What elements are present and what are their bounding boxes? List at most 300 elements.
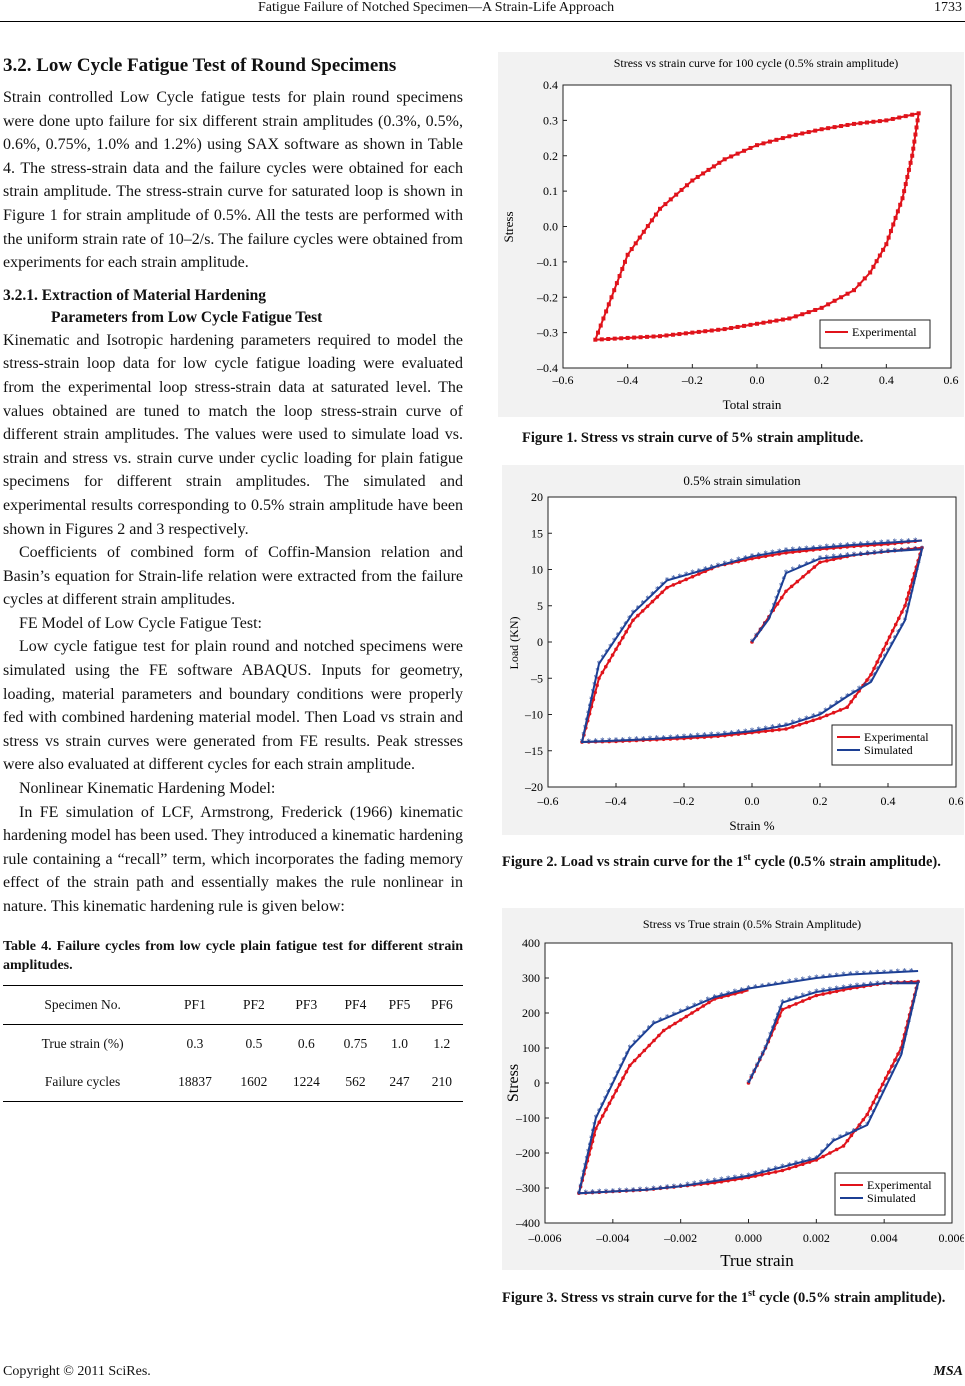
data-point xyxy=(909,161,913,165)
data-point: * xyxy=(861,980,867,991)
data-point xyxy=(878,254,882,258)
data-point: * xyxy=(753,1169,758,1179)
data-point: * xyxy=(604,647,609,658)
table-header-cell: PF6 xyxy=(421,985,463,1024)
data-point: * xyxy=(854,969,860,980)
data-point: * xyxy=(892,633,898,644)
data-point xyxy=(639,335,643,339)
data-point: * xyxy=(783,720,789,731)
legend-label: Experimental xyxy=(867,1178,932,1192)
data-point: * xyxy=(793,993,799,1004)
data-point: * xyxy=(838,541,843,552)
table-cell: 210 xyxy=(421,1063,463,1102)
data-point: * xyxy=(729,728,734,739)
data-point xyxy=(781,318,785,322)
data-point: * xyxy=(637,1033,642,1044)
data-point: * xyxy=(651,1018,656,1029)
data-point: * xyxy=(719,990,724,1001)
data-point xyxy=(669,197,673,201)
data-point: * xyxy=(899,536,904,547)
data-point: * xyxy=(754,631,759,642)
data-point xyxy=(787,134,791,138)
data-point: * xyxy=(875,664,881,675)
data-point xyxy=(618,274,622,278)
data-point xyxy=(672,583,676,587)
data-point xyxy=(820,127,824,131)
data-point: * xyxy=(739,1171,744,1182)
data-point: * xyxy=(581,1167,586,1178)
data-point: * xyxy=(722,729,728,740)
data-point xyxy=(801,575,805,579)
data-point: * xyxy=(584,1154,589,1165)
data-point: * xyxy=(918,551,923,562)
data-point xyxy=(916,118,920,122)
data-point xyxy=(604,1108,608,1112)
data-point xyxy=(610,295,614,299)
data-point: * xyxy=(698,998,704,1009)
x-tick-label: 0.006 xyxy=(938,1231,964,1245)
data-point: * xyxy=(681,731,687,742)
data-point: * xyxy=(715,560,721,571)
x-tick-label: 0.002 xyxy=(802,1231,830,1245)
data-point xyxy=(894,216,898,220)
data-point: * xyxy=(783,568,789,579)
data-point: * xyxy=(691,1001,697,1011)
table-cell: 0.5 xyxy=(245,1035,263,1051)
data-point: * xyxy=(605,1087,611,1098)
data-point: * xyxy=(585,1147,591,1158)
data-point: * xyxy=(645,594,650,605)
data-point xyxy=(884,118,888,122)
data-point: * xyxy=(732,987,738,997)
data-point: * xyxy=(905,1023,910,1034)
data-point xyxy=(813,308,817,312)
data-point: * xyxy=(674,732,680,743)
data-point: * xyxy=(797,562,802,573)
data-point: * xyxy=(627,1043,633,1053)
data-point: * xyxy=(807,974,812,985)
data-point: * xyxy=(650,589,655,600)
data-point: * xyxy=(885,537,891,548)
data-point xyxy=(911,147,915,151)
y-tick-label: 0.1 xyxy=(543,184,558,199)
data-point xyxy=(749,323,753,327)
y-tick-label: 200 xyxy=(522,1006,540,1020)
data-point xyxy=(662,1029,666,1033)
data-point xyxy=(820,306,824,310)
data-point xyxy=(787,316,791,320)
data-point: * xyxy=(844,1129,850,1140)
data-point: * xyxy=(790,565,796,576)
data-point: * xyxy=(844,540,850,551)
y-tick-label: –100 xyxy=(516,1111,540,1125)
data-point: * xyxy=(871,1107,876,1118)
data-point xyxy=(833,299,837,303)
y-tick-label: 100 xyxy=(522,1041,540,1055)
data-point xyxy=(625,1070,629,1074)
data-point: * xyxy=(772,1017,778,1027)
data-point xyxy=(839,124,843,128)
y-axis-label: Load (KN) xyxy=(507,616,521,670)
data-point: * xyxy=(688,731,694,742)
data-point: * xyxy=(858,549,864,560)
data-point: * xyxy=(664,1182,670,1193)
data-point xyxy=(655,595,659,599)
data-point: * xyxy=(582,1160,588,1171)
data-point: * xyxy=(624,1049,629,1060)
data-point: * xyxy=(617,1186,622,1197)
table-header-cell: Specimen No. xyxy=(3,985,162,1024)
data-point xyxy=(891,222,895,226)
data-point xyxy=(878,119,882,123)
data-point xyxy=(690,179,694,183)
data-point xyxy=(891,117,895,121)
data-point: * xyxy=(615,630,621,641)
running-title: Fatigue Failure of Notched Specimen—A Strain-Life Approach xyxy=(258,0,615,15)
table-cell: 1224 xyxy=(280,1063,332,1102)
data-point: * xyxy=(885,546,891,557)
y-tick-label: –0.4 xyxy=(537,361,558,375)
subsection-heading-line2: Parameters from Low Cycle Fatigue Test xyxy=(51,308,323,326)
data-point: * xyxy=(883,1081,888,1092)
data-point: * xyxy=(901,1036,907,1047)
data-point xyxy=(611,653,615,657)
data-point: * xyxy=(746,983,751,994)
data-point xyxy=(896,209,900,213)
data-point: * xyxy=(899,545,904,556)
paragraph-3: Coefficients of combined form of Coffin-Mansion relation and Basin’s equation for Strain-life relation were extracted from the failure cycles at different strain amplitudes. xyxy=(3,544,463,609)
data-point: * xyxy=(776,546,782,557)
y-tick-label: –300 xyxy=(516,1181,540,1195)
data-point: * xyxy=(831,541,836,552)
data-point: * xyxy=(780,997,785,1008)
x-tick-label: –0.6 xyxy=(552,373,574,387)
data-point: * xyxy=(609,1081,614,1092)
data-point: * xyxy=(909,966,914,977)
data-point xyxy=(680,188,684,192)
data-point: * xyxy=(578,1181,583,1192)
data-point: * xyxy=(864,1120,870,1130)
data-point xyxy=(787,1005,791,1009)
data-point: * xyxy=(600,653,606,664)
data-point xyxy=(593,338,597,342)
data-point: * xyxy=(732,1172,738,1183)
y-tick-label: –15 xyxy=(525,743,543,758)
paragraph-1: Strain controlled Low Cycle fatigue tests for plain round specimens were done upto failure for six different strain amplitudes (0.3%, 0.5%, 0.6%, 0.75%, 1.0% and 1.2%) using SAX software as shown in Table 4. The stress-strain data and the failure cycles were obtained for each strain amplitude. The stress-strain curve for saturated loop is shown in Figure 1 for strain amplitude of 0.5%. All the tests are performed with the uniform strain rate of 10–2/s. The failure cycles were obtained from experiments for each strain amplitude. xyxy=(3,89,463,272)
x-tick-label: 0.4 xyxy=(878,373,894,387)
data-point: * xyxy=(658,1015,663,1026)
data-point: * xyxy=(912,991,918,1002)
data-point: * xyxy=(587,1140,592,1151)
data-point xyxy=(755,322,759,326)
data-point xyxy=(849,700,853,704)
data-point xyxy=(846,123,850,127)
figure-2-chart xyxy=(502,465,964,835)
data-point xyxy=(865,120,869,124)
data-point xyxy=(606,337,610,341)
data-point: * xyxy=(820,985,826,996)
table-cell: 1.0 xyxy=(391,1035,408,1051)
data-point xyxy=(761,141,765,145)
data-point: * xyxy=(596,1106,602,1117)
data-point: * xyxy=(664,1012,670,1023)
data-point: * xyxy=(776,587,781,598)
data-point xyxy=(608,1102,612,1106)
data-point xyxy=(768,140,772,144)
paragraph-6: Nonlinear Kinematic Hardening Model: xyxy=(19,780,276,798)
data-point xyxy=(601,316,605,320)
data-point xyxy=(845,705,849,709)
data-point: * xyxy=(640,598,645,609)
x-tick-label: –0.006 xyxy=(528,1231,562,1245)
data-point: * xyxy=(807,989,812,1000)
data-point: * xyxy=(841,970,846,981)
data-point: * xyxy=(768,1030,773,1040)
chart-title: 0.5% strain simulation xyxy=(683,473,801,488)
data-point: * xyxy=(831,552,836,563)
data-point: * xyxy=(916,558,921,569)
data-point xyxy=(690,1011,694,1015)
data-point: * xyxy=(722,558,728,569)
data-point: * xyxy=(766,613,772,624)
data-point xyxy=(685,183,689,187)
data-point xyxy=(910,113,914,117)
data-point: * xyxy=(909,586,915,597)
data-point xyxy=(897,616,901,620)
data-point xyxy=(618,1083,622,1087)
data-point xyxy=(723,327,727,331)
data-point: * xyxy=(872,670,877,681)
data-point: * xyxy=(658,1183,663,1194)
data-point: * xyxy=(858,539,864,550)
data-point: * xyxy=(646,1023,652,1034)
paragraph-5: Low cycle fatigue test for plain round and notched specimens were simulated using the FE software ABAQUS. Inputs for geometry, loading, material parameters and boundary conditions were properly fed with combined hardening material model. Then Load vs strain and stress vs strain curves were generated from FE results. Peak stresses were also evaluated at different cycles for each strain amplitude. xyxy=(3,638,463,774)
data-point xyxy=(888,635,892,639)
x-tick-label: –0.4 xyxy=(617,373,639,387)
data-point: * xyxy=(763,549,768,560)
paragraph-2: Kinematic and Isotropic hardening parameters required to model the stress-strain loop data for low cycle fatigue loading were evaluated from the experimental loop stress-strain data at saturated level. The values obtained are tuned to match the loop stress-strain curve of different strain amplitudes. The values were used to simulate load vs. strain and stress vs. strain curve under cyclic loading for plain fatigue specimens for different strain amplitudes. The simulated and experimental results corresponding to 0.5% strain amplitude have been shown in Figures 2 and 3 respectively. xyxy=(3,331,463,538)
data-point xyxy=(652,335,656,339)
data-point xyxy=(677,332,681,336)
data-point xyxy=(632,336,636,340)
data-point: * xyxy=(786,1160,792,1171)
data-point xyxy=(634,241,638,245)
data-point: * xyxy=(630,1185,636,1196)
data-point xyxy=(645,335,649,339)
data-point: * xyxy=(878,658,884,669)
data-point xyxy=(781,136,785,140)
data-point: * xyxy=(589,1133,594,1144)
data-point xyxy=(887,236,891,240)
y-tick-label: 10 xyxy=(531,562,543,577)
data-point: * xyxy=(644,1184,649,1195)
data-point: * xyxy=(854,981,860,992)
data-point: * xyxy=(810,543,816,554)
data-point: * xyxy=(837,1132,843,1143)
data-point xyxy=(742,149,746,153)
data-point xyxy=(796,580,800,584)
data-point: * xyxy=(758,625,763,636)
data-point xyxy=(668,1025,672,1029)
data-point xyxy=(907,168,911,172)
data-point: * xyxy=(623,619,628,630)
data-point: * xyxy=(831,1135,836,1146)
left-column xyxy=(3,55,463,1102)
data-point: * xyxy=(911,997,916,1008)
data-point: * xyxy=(778,581,784,592)
data-point: * xyxy=(824,542,830,553)
data-point: * xyxy=(618,1062,623,1073)
data-point xyxy=(905,175,909,179)
data-point: * xyxy=(613,735,619,746)
data-point: * xyxy=(865,538,870,549)
data-point: * xyxy=(712,992,717,1003)
data-point: * xyxy=(736,727,741,738)
table-header-cell: PF2 xyxy=(228,985,280,1024)
data-point: * xyxy=(690,568,695,579)
data-point: * xyxy=(759,1167,765,1178)
data-point: * xyxy=(592,1119,597,1130)
data-point: * xyxy=(823,705,828,716)
data-point xyxy=(647,1044,651,1048)
data-point: * xyxy=(844,691,850,702)
data-point xyxy=(852,288,856,292)
data-point xyxy=(826,302,830,306)
data-point: * xyxy=(892,545,898,556)
data-point: * xyxy=(800,991,806,1002)
data-point: * xyxy=(749,1072,754,1083)
data-point: * xyxy=(753,982,758,993)
data-point xyxy=(652,1039,656,1043)
data-point: * xyxy=(780,1162,785,1172)
data-point: * xyxy=(915,978,921,989)
data-point xyxy=(628,624,632,628)
data-point: * xyxy=(685,1003,690,1014)
data-point: * xyxy=(817,709,823,720)
data-point xyxy=(729,326,733,330)
data-point: * xyxy=(882,652,887,663)
data-point xyxy=(717,161,721,165)
data-point: * xyxy=(851,539,857,550)
data-point: * xyxy=(597,1187,602,1198)
data-point: * xyxy=(619,624,624,635)
data-point xyxy=(601,671,605,675)
data-point xyxy=(658,207,662,211)
table-row xyxy=(3,1063,463,1102)
data-point xyxy=(618,642,622,646)
data-point: * xyxy=(611,636,617,647)
data-point xyxy=(626,336,630,340)
data-point: * xyxy=(590,1187,595,1198)
data-point xyxy=(638,236,642,240)
data-point xyxy=(839,708,843,712)
table-cell: 0.3 xyxy=(186,1035,204,1051)
x-tick-label: –0.2 xyxy=(681,373,703,387)
data-point: * xyxy=(881,967,887,978)
y-tick-label: –0.1 xyxy=(537,254,558,269)
data-point xyxy=(875,259,879,263)
data-point: * xyxy=(878,547,884,558)
data-point: * xyxy=(848,981,853,992)
y-tick-label: –5 xyxy=(531,671,543,686)
data-point xyxy=(863,276,867,280)
y-tick-label: 0.0 xyxy=(543,219,558,234)
data-point: * xyxy=(756,550,762,561)
data-point: * xyxy=(908,1010,913,1021)
data-point xyxy=(807,130,811,134)
figure-3-caption-text: Figure 3. Stress vs strain curve for the 1st cycle (0.5% strain amplitude). xyxy=(502,1288,946,1306)
data-point xyxy=(852,122,856,126)
data-point xyxy=(784,589,788,593)
data-point: * xyxy=(817,553,823,564)
data-point xyxy=(599,324,603,328)
data-point: * xyxy=(906,1017,912,1028)
data-point: * xyxy=(760,1048,765,1059)
page-number: 1733 xyxy=(934,0,962,15)
data-point xyxy=(807,570,811,574)
data-point: * xyxy=(736,555,741,566)
x-tick-label: 0.2 xyxy=(814,373,830,387)
section-heading: 3.2. Low Cycle Fatigue Test of Round Specimens xyxy=(3,55,397,76)
y-tick-label: 0 xyxy=(537,635,543,649)
data-point: * xyxy=(903,1030,908,1041)
data-point: * xyxy=(610,1186,616,1197)
data-point: * xyxy=(712,1176,717,1186)
data-point: * xyxy=(757,1054,763,1065)
data-point xyxy=(665,586,669,590)
data-point xyxy=(761,321,765,325)
legend-label: Experimental xyxy=(864,730,929,744)
data-point xyxy=(736,152,740,156)
data-point: * xyxy=(593,736,598,747)
data-point: * xyxy=(776,721,782,732)
data-point xyxy=(596,331,600,335)
data-point: * xyxy=(709,562,714,573)
data-point: * xyxy=(589,694,594,705)
data-point: * xyxy=(770,1023,775,1034)
data-point xyxy=(628,1064,632,1068)
data-point xyxy=(910,154,914,158)
data-point: * xyxy=(677,571,682,582)
data-point xyxy=(614,1089,618,1093)
data-point: * xyxy=(825,1141,830,1152)
x-axis-label: Total strain xyxy=(722,397,782,412)
data-point: * xyxy=(696,566,702,577)
chart-title: Stress vs True strain (0.5% Strain Amplitude) xyxy=(642,917,862,931)
data-point xyxy=(621,636,625,640)
data-point xyxy=(604,309,608,313)
data-point: * xyxy=(763,1043,768,1053)
x-tick-label: –0.4 xyxy=(605,794,627,808)
y-axis-label: Stress xyxy=(501,211,516,243)
data-point xyxy=(828,1151,832,1155)
data-point: * xyxy=(691,1179,697,1190)
data-point: * xyxy=(608,641,613,652)
data-point xyxy=(839,295,843,299)
data-point: * xyxy=(868,676,874,687)
data-point: * xyxy=(851,1126,856,1137)
data-point: * xyxy=(595,665,600,676)
header-rule xyxy=(0,21,965,22)
data-point xyxy=(900,610,904,614)
data-point: * xyxy=(620,735,626,746)
data-point: * xyxy=(834,698,839,709)
table-cell: 0.75 xyxy=(343,1035,368,1051)
figure-2-caption-text: Figure 2. Load vs strain curve for the 1st cycle (0.5% strain amplitude). xyxy=(502,852,941,870)
data-point xyxy=(646,224,650,228)
data-point: * xyxy=(851,550,857,560)
data-point: * xyxy=(858,1123,863,1134)
